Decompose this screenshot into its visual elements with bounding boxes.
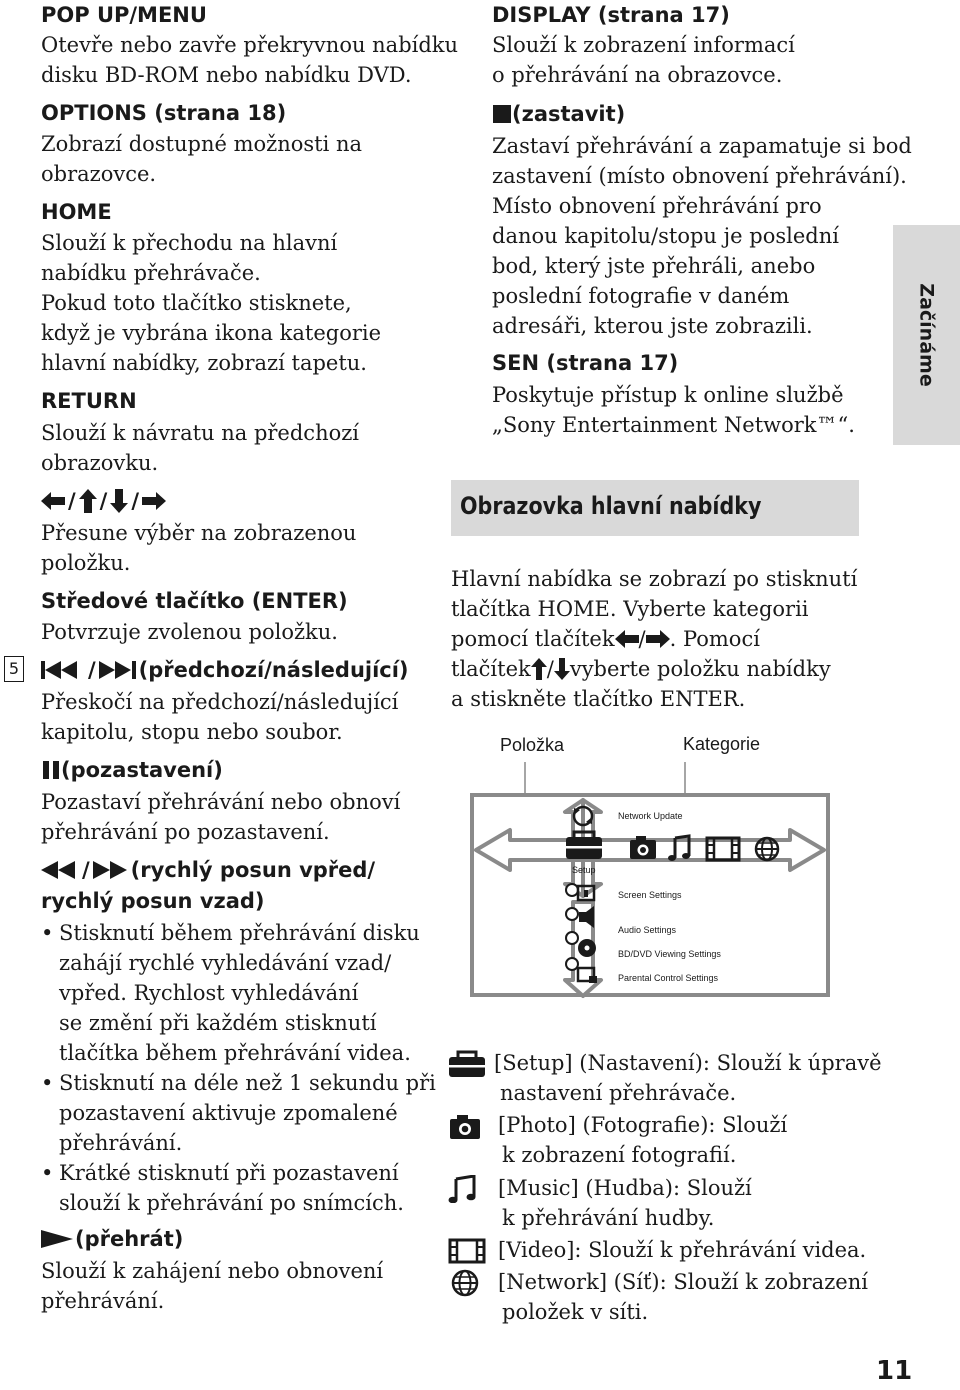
arrow-keys-heading: / / / [41, 486, 166, 516]
play-heading: (přehrát) [41, 1224, 183, 1254]
enter-heading: Středové tlačítko (ENTER) [41, 589, 348, 613]
popup-menu-heading: POP UP/MENU [41, 3, 207, 27]
music-note-icon [448, 1175, 486, 1203]
list-item: • Stisknutí během přehrávání disku zahájí rychlé vyhledávání vzad/ vpřed. Rychlost vyhledávání se změní při každém stisknutí tlačítka během přehrávání videa. [41, 921, 420, 1065]
home-heading: HOME [41, 200, 112, 224]
stop-heading: (zastavit) [492, 99, 625, 129]
scan-heading-line2: rychlý posun vzad) [41, 889, 265, 913]
list-item: • Stisknutí na déle než 1 sekundu při pozastavení aktivuje zpomalené přehrávání. [41, 1071, 436, 1155]
toolbox-icon [448, 1050, 486, 1078]
pause-heading: (pozastavení) [41, 755, 223, 785]
legend-network: [Network] (Síť): Slouží k zobrazení položek v síti. [448, 1267, 878, 1331]
item-number-badge: 5 [4, 656, 24, 682]
prev-next-text: Přeskočí na předchozí/následující kapitolu, stopu nebo soubor. [41, 690, 399, 744]
next-icon [99, 660, 139, 680]
sen-heading: SEN (strana 17) [492, 351, 679, 375]
legend-music: [Music] (Hudba): Slouží k přehrávání hudby. [448, 1173, 878, 1237]
popup-menu-text: Otevře nebo zavře překryvnou nabídku disku BD-ROM nebo nabídku DVD. [41, 33, 459, 87]
network-update-label: Network Update [618, 811, 683, 821]
enter-text: Potvrzuje zvolenou položku. [41, 620, 338, 644]
arrow-down-icon [110, 489, 128, 513]
sen-text: Poskytuje přístup k online službě „Sony Entertainment Network™“. [492, 383, 855, 437]
side-tab-label: Začínáme [915, 283, 938, 387]
arrow-right-icon [142, 490, 166, 512]
arrow-keys-text: Přesune výběr na zobrazenou položku. [41, 521, 357, 575]
display-text: Slouží k zobrazení informací o přehrávání na obrazovce. [492, 33, 795, 87]
camera-icon [448, 1112, 486, 1140]
audio-settings-label: Audio Settings [618, 925, 677, 935]
pause-icon [41, 760, 61, 780]
return-text: Slouží k návratu na předchozí obrazovku. [41, 421, 360, 475]
section-title: Obrazovka hlavní nabídky [460, 492, 762, 520]
rewind-icon [41, 860, 79, 880]
previous-icon [41, 660, 85, 680]
label-category: Kategorie [683, 734, 761, 754]
scan-heading: / (rychlý posun vpřed/ [41, 855, 375, 885]
label-item: Položka [500, 735, 565, 755]
arrow-left-icon [615, 629, 639, 649]
stop-icon [492, 104, 512, 124]
main-menu-intro: Hlavní nabídka se zobrazí po stisknutí tlačítka HOME. Vyberte kategorii pomocí tlačítek / . Pomocí tlačítek / vyberte položku nabídky a stiskněte tlačítko ENTER. [451, 567, 858, 711]
main-menu-diagram [470, 732, 832, 1000]
play-icon [41, 1229, 75, 1249]
pause-text: Pozastaví přehrávání nebo obnoví přehrávání po pozastavení. [41, 790, 401, 844]
display-heading: DISPLAY (strana 17) [492, 3, 730, 27]
home-text: Slouží k přechodu na hlavní nabídku přehrávače. Pokud toto tlačítko stisknete, když je vybrána ikona kategorie hlavní nabídky, zobrazí tapetu. [41, 231, 382, 375]
list-item: • Krátké stisknutí při pozastavení slouží k přehrávání po snímcích. [41, 1161, 404, 1215]
arrow-right-icon [646, 629, 670, 649]
setup-label: Setup [572, 865, 596, 875]
stop-text: Zastaví přehrávání a zapamatuje si bod zastavení (místo obnovení přehrávání). Místo obnovení přehrávání pro danou kapitolu/stopu je poslední bod, který jste přehráli, anebo poslední fotografie v daném adresáři, kterou jste zobrazili. [492, 134, 912, 338]
scan-bullets [41, 918, 441, 1218]
options-heading: OPTIONS (strana 18) [41, 101, 287, 125]
screen-settings-label: Screen Settings [618, 890, 682, 900]
bddvd-settings-label: BD/DVD Viewing Settings [618, 949, 721, 959]
arrow-left-icon [41, 490, 65, 512]
legend-setup: [Setup] (Nastavení): Slouží k úpravě nastavení přehrávače. [448, 1048, 878, 1112]
legend-video: [Video]: Slouží k přehrávání videa. [448, 1235, 878, 1269]
parental-settings-label: Parental Control Settings [618, 973, 719, 983]
return-heading: RETURN [41, 389, 137, 413]
arrow-up-icon [79, 489, 97, 513]
fast-forward-icon [93, 860, 131, 880]
globe-icon [448, 1269, 486, 1297]
film-icon [448, 1237, 486, 1265]
legend-photo: [Photo] (Fotografie): Slouží k zobrazení fotografií. [448, 1110, 878, 1174]
arrow-up-icon [531, 658, 547, 680]
prev-next-heading: / (předchozí/následující) [41, 655, 409, 685]
play-text: Slouží k zahájení nebo obnovení přehrávání. [41, 1259, 384, 1313]
page-number: 11 [876, 1356, 913, 1386]
options-text: Zobrazí dostupné možnosti na obrazovce. [41, 132, 363, 186]
arrow-down-icon [554, 658, 570, 680]
